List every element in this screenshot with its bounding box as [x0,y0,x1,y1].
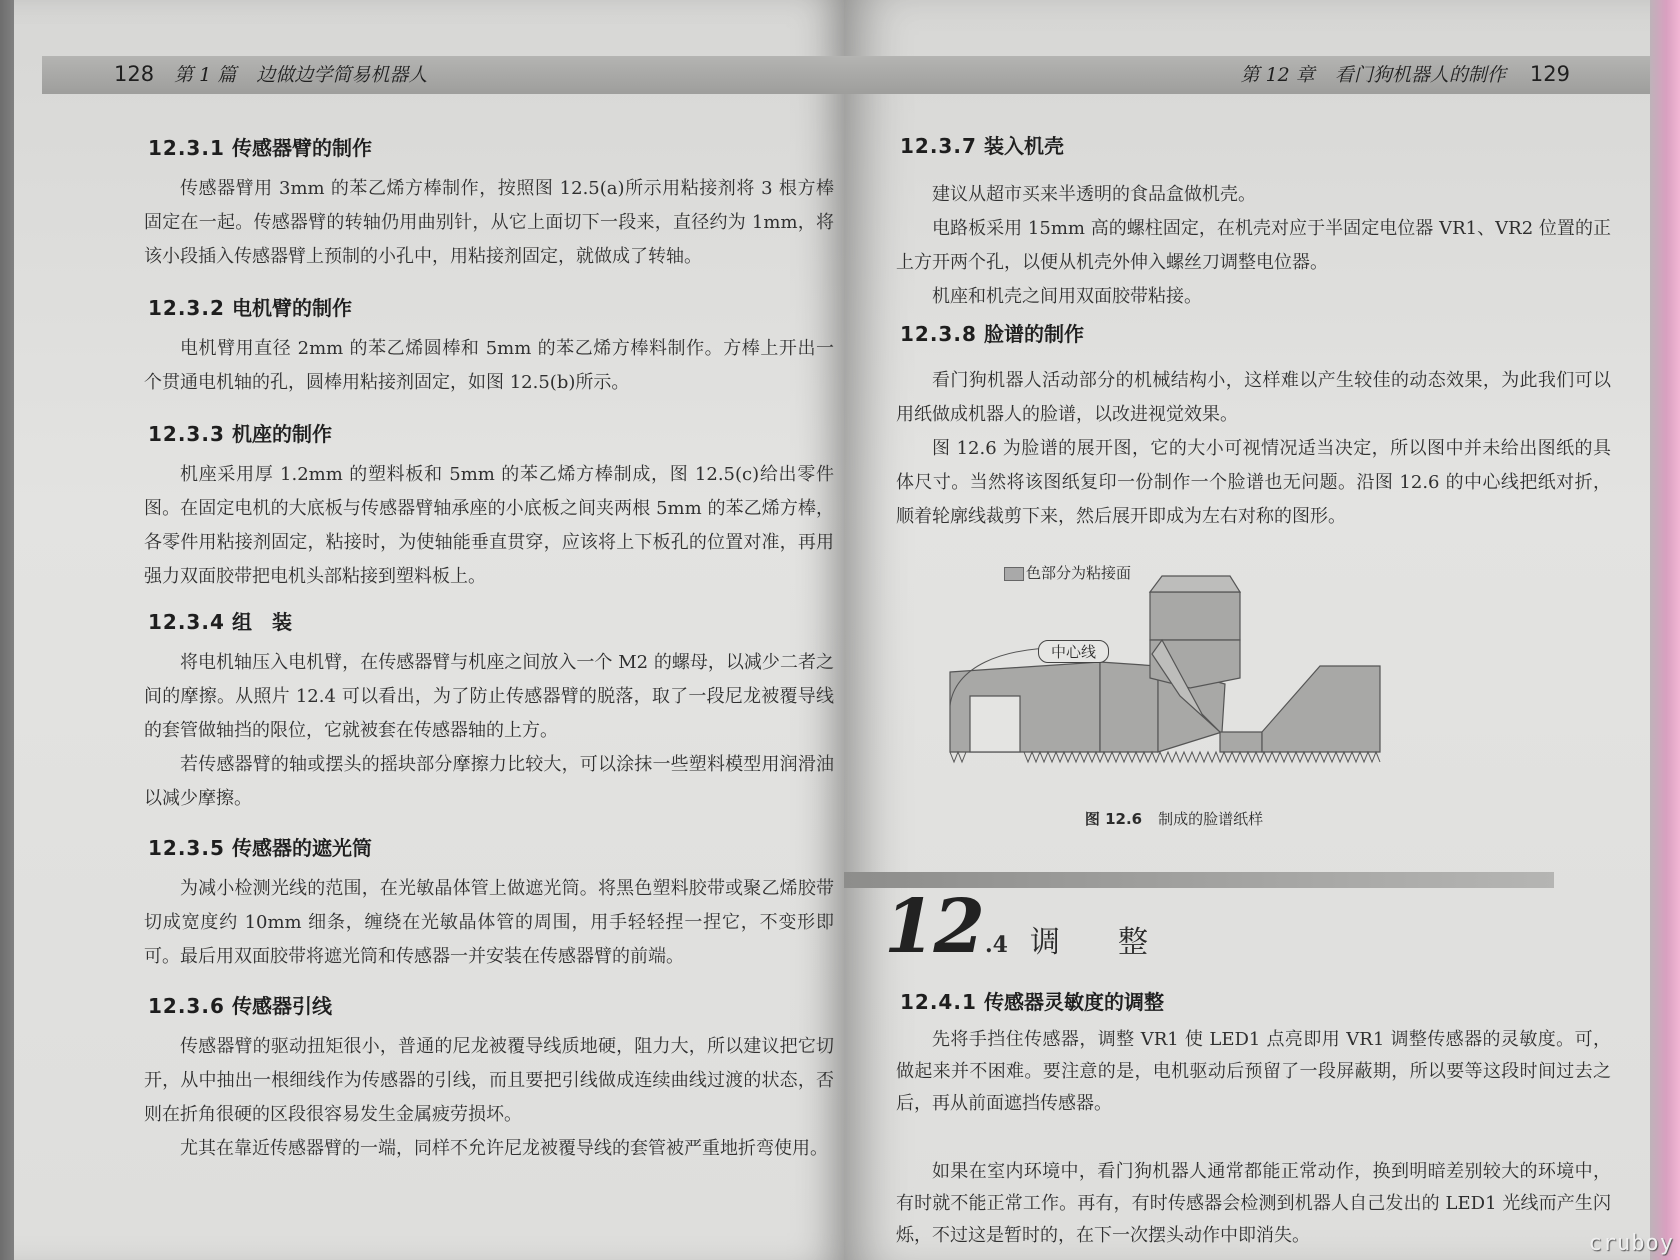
center-bottom-panel [1220,732,1262,752]
face-template-diagram [940,556,1400,816]
chapter-label: 第 12 章 [1240,64,1315,86]
left-mid-panel [1100,662,1158,752]
paragraph: 传感器臂的驱动扭矩很小，普通的尼龙被覆导线质地硬，阻力大，所以建议把它切开，从中抽出一根细线作为传感器的引线，而且要把引线做成连续曲线过渡的状态，否则在折角很硬的区段很容易发生金属疲劳损坏。 [144,1036,834,1125]
section-title: 组 装 [232,610,292,634]
section-number: 12.3.7 [900,134,977,158]
book-title: 边做边学简易机器人 [256,64,428,86]
figure-caption-text: 制成的脸谱纸样 [1158,810,1264,828]
paragraph: 为减小检测光线的范围，在光敏晶体管上做遮光筒。将黑色塑料胶带或聚乙烯胶带切成宽度约 10mm 细条，缠绕在光敏晶体管的周围，用手轻轻捏一捏它，不变形即可。最后用双面胶带将遮光筒和传感器一并安装在传感器臂的前端。 [144,878,834,967]
section-title: 传感器引线 [232,994,332,1018]
legend-label: 色部分为粘接面 [1026,564,1132,582]
major-section-heading [884,884,1162,970]
section-heading [148,418,332,447]
nose-top-panel [1150,592,1240,640]
section-number: 12.3.5 [148,836,225,860]
paragraph: 先将手挡住传感器，调整 VR1 使 LED1 点亮即用 VR1 调整传感器的灵敏度。可，做起来并不困难。要注意的是，电机驱动后预留了一段屏蔽期，所以要等这段时间过去之后，再从前面遮挡传感器。 [896,1029,1611,1114]
paragraph: 看门狗机器人活动部分的机械结构小，这样难以产生较佳的动态效果，为此我们可以用纸做成机器人的脸谱，以改进视觉效果。 [896,370,1611,425]
cutout [970,696,1020,752]
right-page [844,0,1650,1260]
paragraph: 电机臂用直径 2mm 的苯乙烯圆棒和 5mm 的苯乙烯方棒料制作。方棒上开出一个贯通电机轴的孔，圆棒用粘接剂固定，如图 12.5(b)所示。 [144,338,834,393]
section-heading [148,132,372,161]
left-page [14,0,844,1260]
section-heading [900,318,1084,347]
page-header [1227,60,1570,87]
section-heading [148,990,332,1019]
paragraph: 机座和机壳之间用双面胶带粘接。 [932,286,1202,307]
section-heading [900,130,1064,159]
figure-caption [844,808,1504,829]
paragraph: 图 12.6 为脸谱的展开图，它的大小可视情况适当决定，所以图中并未给出图纸的具体尺寸。当然将该图纸复印一份制作一个脸谱也无问题。沿图 12.6 的中心线把纸对折，顺着轮廓线裁剪下来，然后展开即成为左右对称的图形。 [896,438,1611,527]
paragraph: 尤其在靠近传感器臂的一端，同样不允许尼龙被覆导线的套管被严重地折弯使用。 [180,1138,828,1159]
section-number: 12.3.4 [148,610,225,634]
paragraph: 如果在室内环境中，看门狗机器人通常都能正常动作，换到明暗差别较大的环境中，有时就不能正常工作。再有，有时传感器会检测到机器人自己发出的 LED1 光线而产生闪烁，不过这是暂时的，在下一次摆头动作中即消失。 [896,1161,1611,1246]
section-title: 传感器灵敏度的调整 [984,990,1164,1014]
section-title: 机座的制作 [232,422,332,446]
right-panel [1262,666,1380,752]
part-label: 第 1 篇 [174,64,237,86]
major-section-title: 调 整 [1029,925,1162,960]
paragraph: 将电机轴压入电机臂，在传感器臂与机座之间放入一个 M2 的螺母，以减少二者之间的摩擦。从照片 12.4 可以看出，为了防止传感器臂的脱落，取了一段尼龙被覆导线的套管做轴挡的限位，它就被套在传感器轴的上方。 [144,652,834,741]
section-title: 装入机壳 [984,134,1064,158]
major-section-subnumber: .4 [984,932,1008,958]
page-number: 129 [1529,62,1570,86]
paragraph: 若传感器臂的轴或摆头的摇块部分摩擦力比较大，可以涂抹一些塑料模型用润滑油以减少摩擦。 [144,754,834,809]
section-title: 传感器臂的制作 [232,136,372,160]
paragraph: 传感器臂用 3mm 的苯乙烯方棒制作，按照图 12.5(a)所示用粘接剂将 3 根方棒固定在一起。传感器臂的转轴仍用曲别针，从它上面切下一段来，直径约为 1mm，将该小段插入传感器臂上预制的小孔中，用粘接剂固定，就做成了转轴。 [144,178,834,267]
section-number: 12.3.1 [148,136,225,160]
section-heading [148,606,292,635]
section-heading [148,292,352,321]
section-title: 传感器的遮光筒 [232,836,372,860]
watermark: cruboy [1588,1231,1674,1256]
section-number: 12.3.8 [900,322,977,346]
figure-number: 图 12.6 [1084,810,1143,828]
section-number: 12.4.1 [900,990,977,1014]
chapter-title: 看门狗机器人的制作 [1334,64,1506,86]
page-header [114,60,427,87]
nose-tab [1150,576,1240,592]
paragraph: 建议从超市买来半透明的食品盒做机壳。 [932,184,1256,205]
paragraph: 电路板采用 15mm 高的螺柱固定，在机壳对应于半固定电位器 VR1、VR2 位置的正上方开两个孔，以便从机壳外伸入螺丝刀调整电位器。 [896,218,1611,273]
section-heading [900,986,1164,1015]
section-title: 电机臂的制作 [232,296,352,320]
section-heading [148,832,372,861]
major-section-number: 12 [884,884,983,970]
centerline-label: 中心线 [1038,640,1109,663]
paragraph: 机座采用厚 1.2mm 的塑料板和 5mm 的苯乙烯方棒制成，图 12.5(c)给出零件图。在固定电机的大底板与传感器臂轴承座的小底板之间夹两根 5mm 的苯乙烯方棒，各零件用粘接剂固定，粘接时，为使轴能垂直贯穿，应该将上下板孔的位置对准，再用强力双面胶带把电机头部粘接到塑料板上。 [144,464,834,587]
background-right-edge [1646,0,1680,1260]
section-number: 12.3.2 [148,296,225,320]
section-number: 12.3.3 [148,422,225,446]
section-title: 脸谱的制作 [984,322,1084,346]
page-number: 128 [114,62,155,86]
section-number: 12.3.6 [148,994,225,1018]
